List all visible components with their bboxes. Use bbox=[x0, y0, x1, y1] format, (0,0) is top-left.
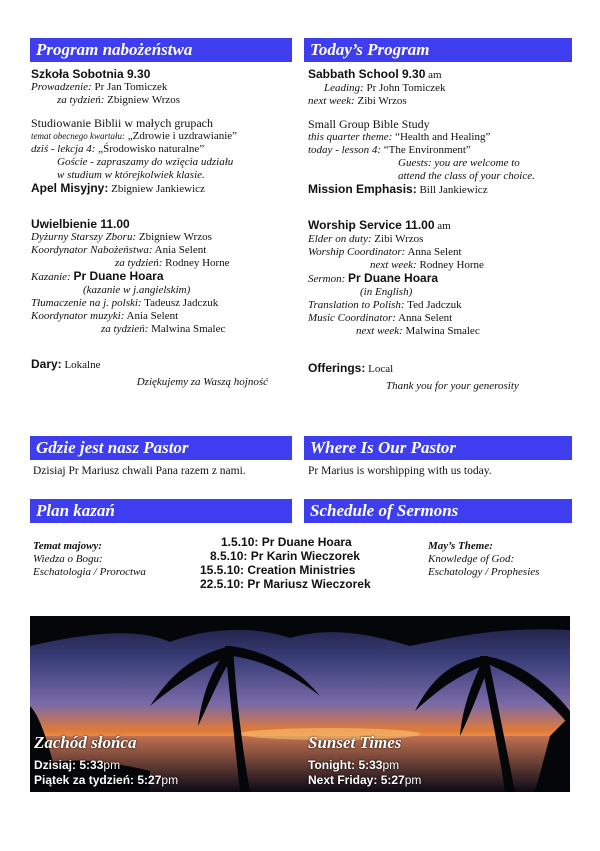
pl-sunset-title: Zachód słońca bbox=[34, 733, 137, 752]
pl-sunset-next: Piątek za tydzień: 5:27pm bbox=[34, 773, 179, 787]
en-worship-title: Worship Service 11.00 bbox=[308, 218, 435, 232]
pl-sunset-today: Dzisiaj: 5:33pm bbox=[34, 758, 121, 772]
sunset-photo bbox=[30, 616, 570, 792]
en-sabbath-school: Sabbath School 9.30 bbox=[308, 67, 426, 81]
en-pastor-text: Pr Marius is worshipping with us today. bbox=[308, 465, 492, 477]
sermon-schedule bbox=[200, 535, 371, 591]
en-program-header: Today’s Program bbox=[304, 38, 572, 62]
sermon-item: 1.5.10: Pr Duane Hoara bbox=[221, 535, 352, 549]
pl-plan-header: Plan kazań bbox=[30, 499, 292, 523]
en-sunset-title: Sunset Times bbox=[308, 733, 402, 752]
sermon-item: 22.5.10: Pr Mariusz Wieczorek bbox=[200, 577, 371, 591]
sermon-item: 8.5.10: Pr Karin Wieczorek bbox=[210, 549, 360, 563]
en-plan-header: Schedule of Sermons bbox=[304, 499, 572, 523]
pl-sabbath-school: Szkoła Sobotnia 9.30 bbox=[31, 67, 151, 81]
pl-pastor-header: Gdzie jest nasz Pastor bbox=[30, 436, 292, 460]
en-pastor-header: Where Is Our Pastor bbox=[304, 436, 572, 460]
sermon-item: 15.5.10: Creation Ministries bbox=[200, 563, 356, 577]
pl-pastor-text: Dzisiaj Pr Mariusz chwali Pana razem z nami. bbox=[33, 465, 246, 477]
pl-worship-title: Uwielbienie 11.00 bbox=[31, 217, 130, 231]
en-theme: May’s Theme: Knowledge of God: Eschatology / Prophesies bbox=[428, 540, 540, 578]
en-study-title: Small Group Bible Study bbox=[308, 117, 430, 131]
en-sunset-next: Next Friday: 5:27pm bbox=[308, 773, 422, 787]
pl-theme: Temat majowy: Wiedza o Bogu: Eschatologia / Proroctwa bbox=[33, 540, 146, 578]
pl-program-column: Szkoła Sobotnia 9.30 Prowadzenie: Pr Jan Tomiczek za tydzień: Zbigniew Wrzos Studiowanie Biblii w małych grupach temat obecnego kwartału: „Zdrowie i uzdrawianie” dziś - lekcja 4: „Środowisko naturalne” Goście - zapraszamy do wzięcia udziału w studium w którejkolwiek klasie. Apel Misyjny: Zbigniew Jankiewicz Uwielbienie 11.00 Dyżurny Starszy Zboru: Zbigniew Wrzos Koordynator Nabożeństwa: Ania Selent za tydzień: Rodney Horne Kazanie: Pr Duane Hoara (kazanie w j.angielskim) Tłumaczenie na j. polski: Tadeusz Jadczuk Koordynator muzyki: Ania Selent za tydzień: Malwina Smalec Dary: Lokalne Dziękujemy za Waszą hojność bbox=[31, 68, 296, 389]
en-sunset-today: Tonight: 5:33pm bbox=[308, 758, 400, 772]
pl-study-title: Studiowanie Biblii w małych grupach bbox=[31, 116, 213, 130]
pl-program-header: Program nabożeństwa bbox=[30, 38, 292, 62]
en-program-column: Sabbath School 9.30 am Leading: Pr John Tomiczek next week: Zibi Wrzos Small Group Bible Study this quarter theme: “Health and Healing” today - lesson 4: “The Environment” Guests: you are welcome to attend the class of your choice. Mission Emphasis: Bill Jankiewicz Worship Service 11.00 am Elder on duty: Zibi Wrzos Worship Coordinator: Anna Selent next week: Rodney Horne Sermon: Pr Duane Hoara (in English) Translation to Polish: Ted Jadczuk Music Coordinator: Anna Selent next week: Malwina Smalec Offerings: Local Thank you for your generosity bbox=[308, 68, 573, 393]
